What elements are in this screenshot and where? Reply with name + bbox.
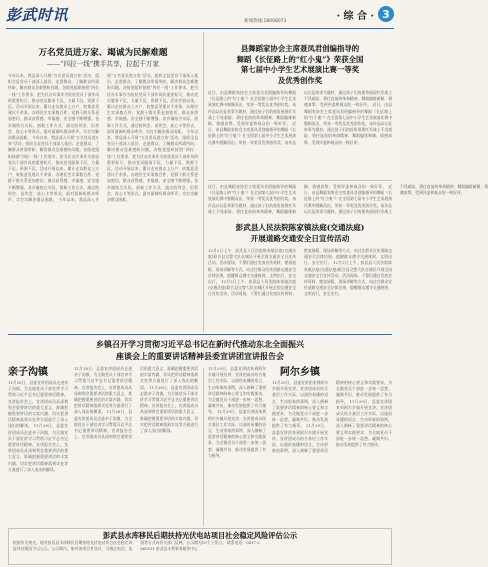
notice-body [13,540,387,564]
article-left-headline-2: ——“四拉一线”携手共享，拉起千万家 [46,60,160,68]
article-left-headline-1: 万名党员进万家、竭诚为民解难题 [38,48,168,58]
notice-title: 彭武县水库移民后期扶持光伏电站项目社会稳定风险评估公示 [102,531,298,540]
article-left-body [8,73,198,323]
banner-title-1: 乡镇召开学习贯彻习近平总书记在新时代推动东北全面振兴 [96,339,304,349]
article-right-headline-4: 及优秀创作奖 [277,75,323,85]
article-mid-left-headline: 亲子沟镇 [8,367,48,378]
article-right-top-continued-text-2: 近日，由县舞蹈家协会主席聂凤君创编指导的舞蹈《长征路上的“红小鬼”》在全国第七届中小学生艺术展演比赛中脱颖而出，荣获一等奖及优秀创作奖。该作品以长征故事为题材，通过孩子们的视角展现红军战士不畏艰险、勇往直前的革命精神，舞蹈编排新颖、情感真挚，受到评委和观众的一致好评。 [304,184,488,214]
banner-title-2: 座谈会上的重要讲话精神县委宣讲团宣讲报告会 [116,351,284,361]
article-right-mid [208,222,392,332]
article-right-top-body-text: 近日，由县舞蹈家协会主席聂凤君创编指导的舞蹈《长征路上的“红小鬼”》在全国第七届中小学生艺术展演比赛中脱颖而出，荣获一等奖及优秀创作奖。该作品以长征故事为题材，通过孩子们的视角展现红军战士不畏艰险、勇往直前的革命精神，舞蹈编排新颖、情感真挚，受到评委和观众的一致好评。 [208,90,296,127]
article-right-mid-headline-1: 彭武县人民法院陈家镇法庭(交通法庭) [235,223,365,232]
article-right-headline-2: 舞蹈《长征路上的“红小鬼”》荣获全国 [236,54,364,64]
article-right-mid-body [208,248,392,328]
section-label: · 综 合 · [336,10,374,22]
article-mid-left-body-text-cont: 11月28日，县委宣讲团成员走进亲子沟镇，为全镇党员干部宣讲学习贯彻习近平总书记重要讲话精神。宣讲报告会上，宣讲团成员从深刻领会重要讲话的重大意义、准确把握重要讲话的丰富内涵、切实把讲话精神落到实处等方面进行了深入浅出的解读。 [8,423,68,472]
article-right-mid-headline-2: 开展道路交通安全日宣传活动 [250,234,350,243]
masthead-meta: 新闻热线:18008073 [244,19,287,24]
page-number-badge: 3 [378,6,394,22]
article-left-body-text: 今年以来，我县深入开展“万名党员进万家”活动，组织全县党员干部深入基层、走进群众，了解群众所需所盼，解决群众急难愁盼问题。各级党组织按照“四拉一线”工作要求，把为民办实事作为检验党员干部作风的重要标尺，推动党员服务下沉、力量下沉、资源下沉。活动开展以来，累计走访群众上万户，收集意见建议千余条，办理民生实事数百件，党群干群关系更加密切，群众获得感、幸福感、安全感不断增强。各乡镇结合实际，创新工作方式，通过院坝会、田坎会、连心卡等形式，面对面倾听群众呼声，实打实解决群众困难。 [8,73,99,141]
article-left-body-text-cont: 今年以来，我县深入开展“万名党员进万家”活动，组织全县党员干部深入基层、走进群众，了解群众所需所盼，解决群众急难愁盼问题。各级党组织按照“四拉一线”工作要求，把为民办实事作为检验党员干部作风的重要标尺，推动党员服务下沉、力量下沉、资源下沉。活动开展以来，累计走访群众上万户，收集意见建议千余条，办理民生实事数百件，党群干群关系更加密切，群众获得感、幸福感、安全感不断增强。各乡镇结合实际，创新工作方式，通过院坝会、田坎会、连心卡等形式，面对面倾听群众呼声，实打实解决群众困难。 [8,135,99,203]
article-mid-right [208,366,392,526]
notice-signature: 彭武县水利事务服务中心 [156,546,198,552]
divider [208,180,392,181]
article-mid-right-body-text-cont: 11月29日，县委宣讲团来到阿尔乡镇开展宣讲。宣讲团成员结合基层工作实际，以通俗易懂的语言，生动形象的事例，深入阐释了重要讲话精神的核心要义和实践要求，为全镇党员干部进一步统一思想、凝聚共识、推动发展提供了有力指导。 [208,409,267,458]
notice-contact: 联系电话：0417-2665531 [140,540,260,552]
notice-body-text: 根据有关规定，现对彭武县水库移民后期扶持光伏电站项目社会稳定风险评估情况予以公示。公示期内，如对该项目有异议，可通过电话、信函等方式向有关部门反映。公示期为10个工作日。 [13,540,226,552]
article-mid-right-body-text: 11月29日，县委宣讲团来到阿尔乡镇开展宣讲。宣讲团成员结合基层工作实际，以通俗易懂的语言，生动形象的事例，深入阐释了重要讲话精神的核心要义和实践要求，为全镇党员干部进一步统一思想、凝聚共识、推动发展提供了有力指导。 [208,366,266,415]
article-mid-left-body-text-3: 11月28日，县委宣讲团成员走进亲子沟镇，为全镇党员干部宣讲学习贯彻习近平总书记重要讲话精神。宣讲报告会上，宣讲团成员从深刻领会重要讲话的重大意义、准确把握重要讲话的丰富内涵、切实把讲话精神落到实处等方面进行了深入浅出的解读。 [74,366,198,440]
banner [8,338,392,364]
article-mid-left-body-text-4: 11月28日，县委宣讲团成员走进亲子沟镇，为全镇党员干部宣讲学习贯彻习近平总书记重要讲话精神。宣讲报告会上，宣讲团成员从深刻领会重要讲话的重大意义、准确把握重要讲话的丰富内涵、切实把讲话精神落到实处等方面进行了深入浅出的解读。 [140,384,199,434]
article-mid-right-body-col1 [208,366,266,526]
article-mid-left-body [74,366,198,526]
masthead-brand: 彭武时讯 [6,5,69,24]
column-divider [203,32,204,332]
article-mid-right-body-text-2: 11月29日，县委宣讲团来到阿尔乡镇开展宣讲。宣讲团成员结合基层工作实际，以通俗易懂的语言，生动形象的事例，深入阐释了重要讲话精神的核心要义和实践要求，为全镇党员干部进一步统一思想、凝聚共识、推动发展提供了有力指导。 [272,380,328,429]
article-mid-right-body [272,380,392,526]
article-right-headline-3: 第七届中小学生艺术展演比赛一等奖 [240,65,360,74]
article-mid-right-body-text-4: 11月29日，县委宣讲团来到阿尔乡镇开展宣讲。宣讲团成员结合基层工作实际，以通俗易懂的语言，生动形象的事例，深入阐释了重要讲话精神的核心要义和实践要求，为全镇党员干部进一步统一思想、凝聚共识、推动发展提供了有力指导。 [336,398,392,448]
article-right-top-continued [208,184,488,218]
article-right-mid-body-text-cont-2: 12月2日上午，彭武县人民法院陈家镇法庭(交通法庭)联合县交警大队在城区开展全国交通安全日宣传活动。活动现场，干警们通过发放宣传资料、摆放展板、现场讲解等方式，向过往群众宣传道路交通安全法律法规，提醒群众遵守交通规则，文明出行，安全出行。 [304,260,393,297]
article-left-body-text-cont-3: 今年以来，我县深入开展“万名党员进万家”活动，组织全县党员干部深入基层、走进群众，了解群众所需所盼，解决群众急难愁盼问题。各级党组织按照“四拉一线”工作要求，把为民办实事作为检验党员干部作风的重要标尺，推动党员服务下沉、力量下沉、资源下沉。活动开展以来，累计走访群众上万户，收集意见建议千余条，办理民生实事数百件，党群干群关系更加密切，群众获得感、幸福感、安全感不断增强。各乡镇结合实际，创新工作方式，通过院坝会、田坎会、连心卡等形式，面对面倾听群众呼声，实打实解决群众困难。 [107,128,199,203]
article-right-top [208,44,392,178]
divider [8,334,392,335]
article-right-headline-1: 县舞蹈家协会主席聂凤君创编指导的 [240,44,360,53]
article-right-top-body [208,90,392,176]
masthead-section [337,6,394,22]
notice [8,528,392,565]
article-mid-left-body-text: 11月28日，县委宣讲团成员走进亲子沟镇，为全镇党员干部宣讲学习贯彻习近平总书记重要讲话精神。宣讲报告会上，宣讲团成员从深刻领会重要讲话的重大意义、准确把握重要讲话的丰富内涵、切实把讲话精神落到实处等方面进行了深入浅出的解读。 [8,380,68,429]
masthead [6,0,394,29]
article-left-body-text-cont-2: 今年以来，我县深入开展“万名党员进万家”活动，组织全县党员干部深入基层、走进群众，了解群众所需所盼，解决群众急难愁盼问题。各级党组织按照“四拉一线”工作要求，把为民办实事作为检验党员干部作风的重要标尺，推动党员服务下沉、力量下沉、资源下沉。活动开展以来，累计走访群众上万户，收集意见建议千余条，办理民生实事数百件，党群干群关系更加密切，群众获得感、幸福感、安全感不断增强。各乡镇结合实际，创新工作方式，通过院坝会、田坎会、连心卡等形式，面对面倾听群众呼声，实打实解决群众困难。 [58,73,198,203]
article-right-mid-body-text: 12月2日上午，彭武县人民法院陈家镇法庭(交通法庭)联合县交警大队在城区开展全国交通安全日宣传活动。活动现场，干警们通过发放宣传资料、摆放展板、现场讲解等方式，向过往群众宣传道路交通安全法律法规，提醒群众遵守交通规则，文明出行，安全出行。 [208,248,296,285]
article-right-top-body-text-cont-2: 近日，由县舞蹈家协会主席聂凤君创编指导的舞蹈《长征路上的“红小鬼”》在全国第七届中小学生艺术展演比赛中脱颖而出，荣获一等奖及优秀创作奖。该作品以长征故事为题材，通过孩子们的视角展现红军战士不畏艰险、勇往直前的革命精神，舞蹈编排新颖、情感真挚，受到评委和观众的一致好评。 [304,102,392,145]
article-mid-left-body-col1 [8,380,68,526]
article-mid-right-body-text-3: 11月29日，县委宣讲团来到阿尔乡镇开展宣讲。宣讲团成员结合基层工作实际，以通俗易懂的语言，生动形象的事例，深入阐释了重要讲话精神的核心要义和实践要求，为全镇党员干部进一步统一思想、凝聚共识、推动发展提供了有力指导。 [272,380,392,454]
article-mid-left [8,366,198,526]
column-divider [203,368,204,526]
article-right-top-continued-text: 近日，由县舞蹈家协会主席聂凤君创编指导的舞蹈《长征路上的“红小鬼”》在全国第七届中小学生艺术展演比赛中脱颖而出，荣获一等奖及优秀创作奖。该作品以长征故事为题材，通过孩子们的视角展现红军战士不畏艰险、勇往直前的革命精神，舞蹈编排新颖、情感真挚，受到评委和观众的一致好评。 [208,184,387,214]
article-right-top-body-text-cont: 近日，由县舞蹈家协会主席聂凤君创编指导的舞蹈《长征路上的“红小鬼”》在全国第七届中小学生艺术展演比赛中脱颖而出，荣获一等奖及优秀创作奖。该作品以长征故事为题材，通过孩子们的视角展现红军战士不畏艰险、勇往直前的革命精神，舞蹈编排新颖、情感真挚，受到评委和观众的一致好评。 [208,90,392,145]
article-left-top [8,48,198,332]
article-mid-right-headline: 阿尔乡镇 [280,367,320,378]
article-mid-left-body-text-2: 11月28日，县委宣讲团成员走进亲子沟镇，为全镇党员干部宣讲学习贯彻习近平总书记重要讲话精神。宣讲报告会上，宣讲团成员从深刻领会重要讲话的重大意义、准确把握重要讲话的丰富内涵、切实把讲话精神落到实处等方面进行了深入浅出的解读。 [74,366,132,415]
article-right-mid-body-text-cont: 12月2日上午，彭武县人民法院陈家镇法庭(交通法庭)联合县交警大队在城区开展全国交通安全日宣传活动。活动现场，干警们通过发放宣传资料、摆放展板、现场讲解等方式，向过往群众宣传道路交通安全法律法规，提醒群众遵守交通规则，文明出行，安全出行。 [208,248,392,297]
